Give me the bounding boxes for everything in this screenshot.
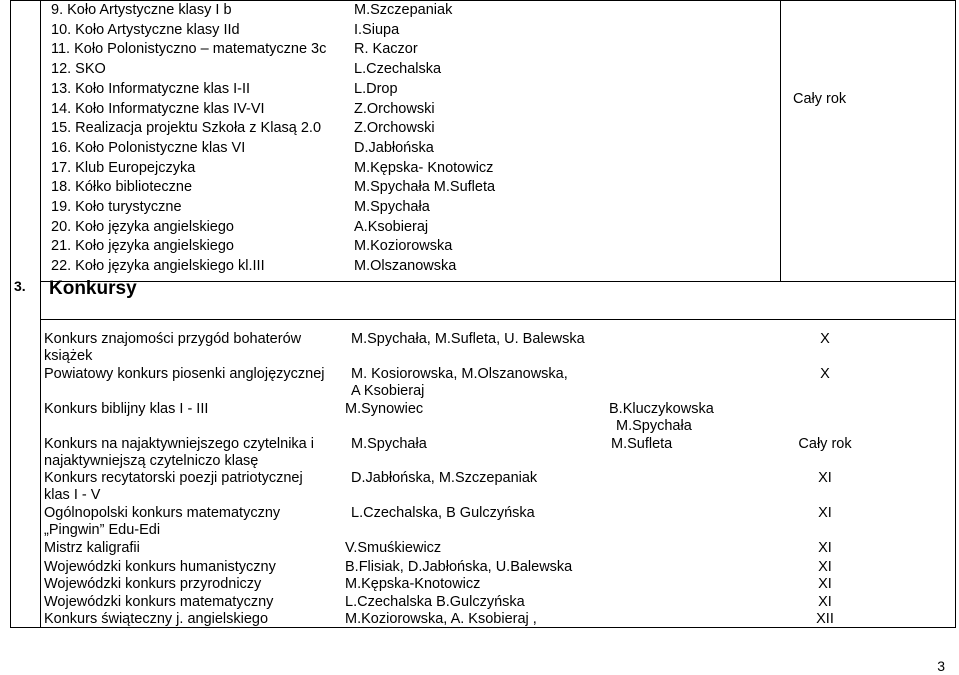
contest-term: X <box>820 331 830 347</box>
contest-organizers: M.Spychała <box>351 436 427 452</box>
frame-right <box>955 0 956 628</box>
activity-teacher: M.Koziorowska <box>354 238 453 255</box>
frame-top <box>10 0 956 1</box>
activity-teacher: M.Olszanowska <box>354 258 457 275</box>
activity-name: 11. Koło Polonistyczno – matematyczne 3c <box>51 41 327 58</box>
contest-organizers: M.Koziorowska, A. Ksobieraj , <box>345 611 537 627</box>
activity-name: 9. Koło Artystyczne klasy I b <box>51 2 232 18</box>
activity-name: 16. Koło Polonistyczne klas VI <box>51 139 246 156</box>
contest-organizers: M.Spychała, M.Sufleta, U. Balewska <box>351 331 585 347</box>
activity-teacher: D.Jabłońska <box>354 139 434 156</box>
section-number: 3. <box>14 278 26 294</box>
contest-organizers: V.Smuśkiewicz <box>345 540 442 556</box>
activity-teacher: A.Ksobieraj <box>354 218 429 235</box>
upper-term: Cały rok <box>793 91 847 107</box>
contest-organizers: L.Czechalska, B Gulczyńska <box>351 505 535 521</box>
contest-name: Wojewódzki konkurs matematyczny <box>44 594 274 610</box>
contest-name-cont: „Pingwin” Edu-Edi <box>44 522 161 538</box>
contest-organizers: B.Flisiak, D.Jabłońska, U.Balewska <box>345 559 573 575</box>
contest-name: Konkurs biblijny klas I - III <box>44 401 209 417</box>
contest-name-cont: najaktywniejszą czytelniczo klasę <box>44 453 259 469</box>
contest-term: XI <box>818 594 832 610</box>
contest-term: Cały rok <box>798 436 852 452</box>
contest-term: XI <box>818 505 832 521</box>
contest-organizers: M.Synowiec <box>345 401 424 417</box>
activity-teacher: I.Siupa <box>354 21 400 38</box>
contest-name: Wojewódzki konkurs humanistyczny <box>44 559 276 575</box>
activity-name: 13. Koło Informatyczne klas I-II <box>51 80 251 97</box>
contest-extra-organizer: B.Kluczykowska <box>609 401 714 417</box>
activity-teacher: M.Spychała M.Sufleta <box>354 179 496 196</box>
contest-name: Wojewódzki konkurs przyrodniczy <box>44 576 262 592</box>
activity-teacher: L.Drop <box>354 80 398 97</box>
page-number: 3 <box>937 658 945 674</box>
activity-name: 14. Koło Informatyczne klas IV-VI <box>51 100 265 117</box>
activity-teacher: Z.Orchowski <box>354 120 435 137</box>
contest-name: Powiatowy konkurs piosenki anglojęzycznej <box>44 366 325 382</box>
activity-name: 22. Koło języka angielskiego kl.III <box>51 258 265 275</box>
contest-extra-organizer-cont: M.Spychała <box>616 418 692 434</box>
activity-teacher: Z.Orchowski <box>354 100 435 117</box>
upper-section-bottom <box>40 281 956 282</box>
contest-name-cont: książek <box>44 348 93 364</box>
contest-organizers: L.Czechalska B.Gulczyńska <box>345 594 525 610</box>
activity-name: 15. Realizacja projektu Szkoła z Klasą 2.0 <box>51 120 322 137</box>
contest-name: Ogólnopolski konkurs matematyczny <box>44 505 281 521</box>
activity-name: 17. Klub Europejczyka <box>51 159 196 176</box>
contest-organizers-cont: A Ksobieraj <box>351 383 425 399</box>
term-col-divider <box>780 0 781 282</box>
activity-teacher: L.Czechalska <box>354 61 442 78</box>
activity-name: 19. Koło turystyczne <box>51 199 182 215</box>
contest-name: Konkurs świąteczny j. angielskiego <box>44 611 269 627</box>
contest-term: X <box>820 366 830 382</box>
contest-name-cont: klas I - V <box>44 487 101 503</box>
activity-teacher: M.Spychała <box>354 199 430 215</box>
contest-name: Konkurs znajomości przygód bohaterów <box>44 331 302 347</box>
activity-name: 10. Koło Artystyczne klasy IId <box>51 21 240 38</box>
activity-teacher: M.Szczepaniak <box>354 2 453 18</box>
contest-organizers: M.Kępska-Knotowicz <box>345 576 481 592</box>
frame-left <box>10 0 11 628</box>
contest-name: Konkurs na najaktywniejszego czytelnika i <box>44 436 314 452</box>
section-heading: Konkursy <box>49 278 137 299</box>
contest-term: XI <box>818 540 832 556</box>
section-col-divider <box>40 0 41 628</box>
contest-term: XI <box>818 576 832 592</box>
activity-name: 21. Koło języka angielskiego <box>51 238 234 255</box>
activity-name: 12. SKO <box>51 61 106 78</box>
activity-teacher: R. Kaczor <box>354 41 418 58</box>
contest-organizers: D.Jabłońska, M.Szczepaniak <box>351 470 538 486</box>
contest-term: XII <box>816 611 834 627</box>
contest-extra-organizer: M.Sufleta <box>611 436 673 452</box>
contest-name: Konkurs recytatorski poezji patriotycznej <box>44 470 303 486</box>
contest-name: Mistrz kaligrafii <box>44 540 140 556</box>
activity-teacher: M.Kępska- Knotowicz <box>354 159 494 176</box>
contest-term: XI <box>818 559 832 575</box>
activity-name: 20. Koło języka angielskiego <box>51 218 234 235</box>
contest-organizers: M. Kosiorowska, M.Olszanowska, <box>351 366 568 382</box>
konkursy-row-bottom <box>40 319 956 320</box>
contest-term: XI <box>818 470 832 486</box>
activity-name: 18. Kółko biblioteczne <box>51 179 193 196</box>
